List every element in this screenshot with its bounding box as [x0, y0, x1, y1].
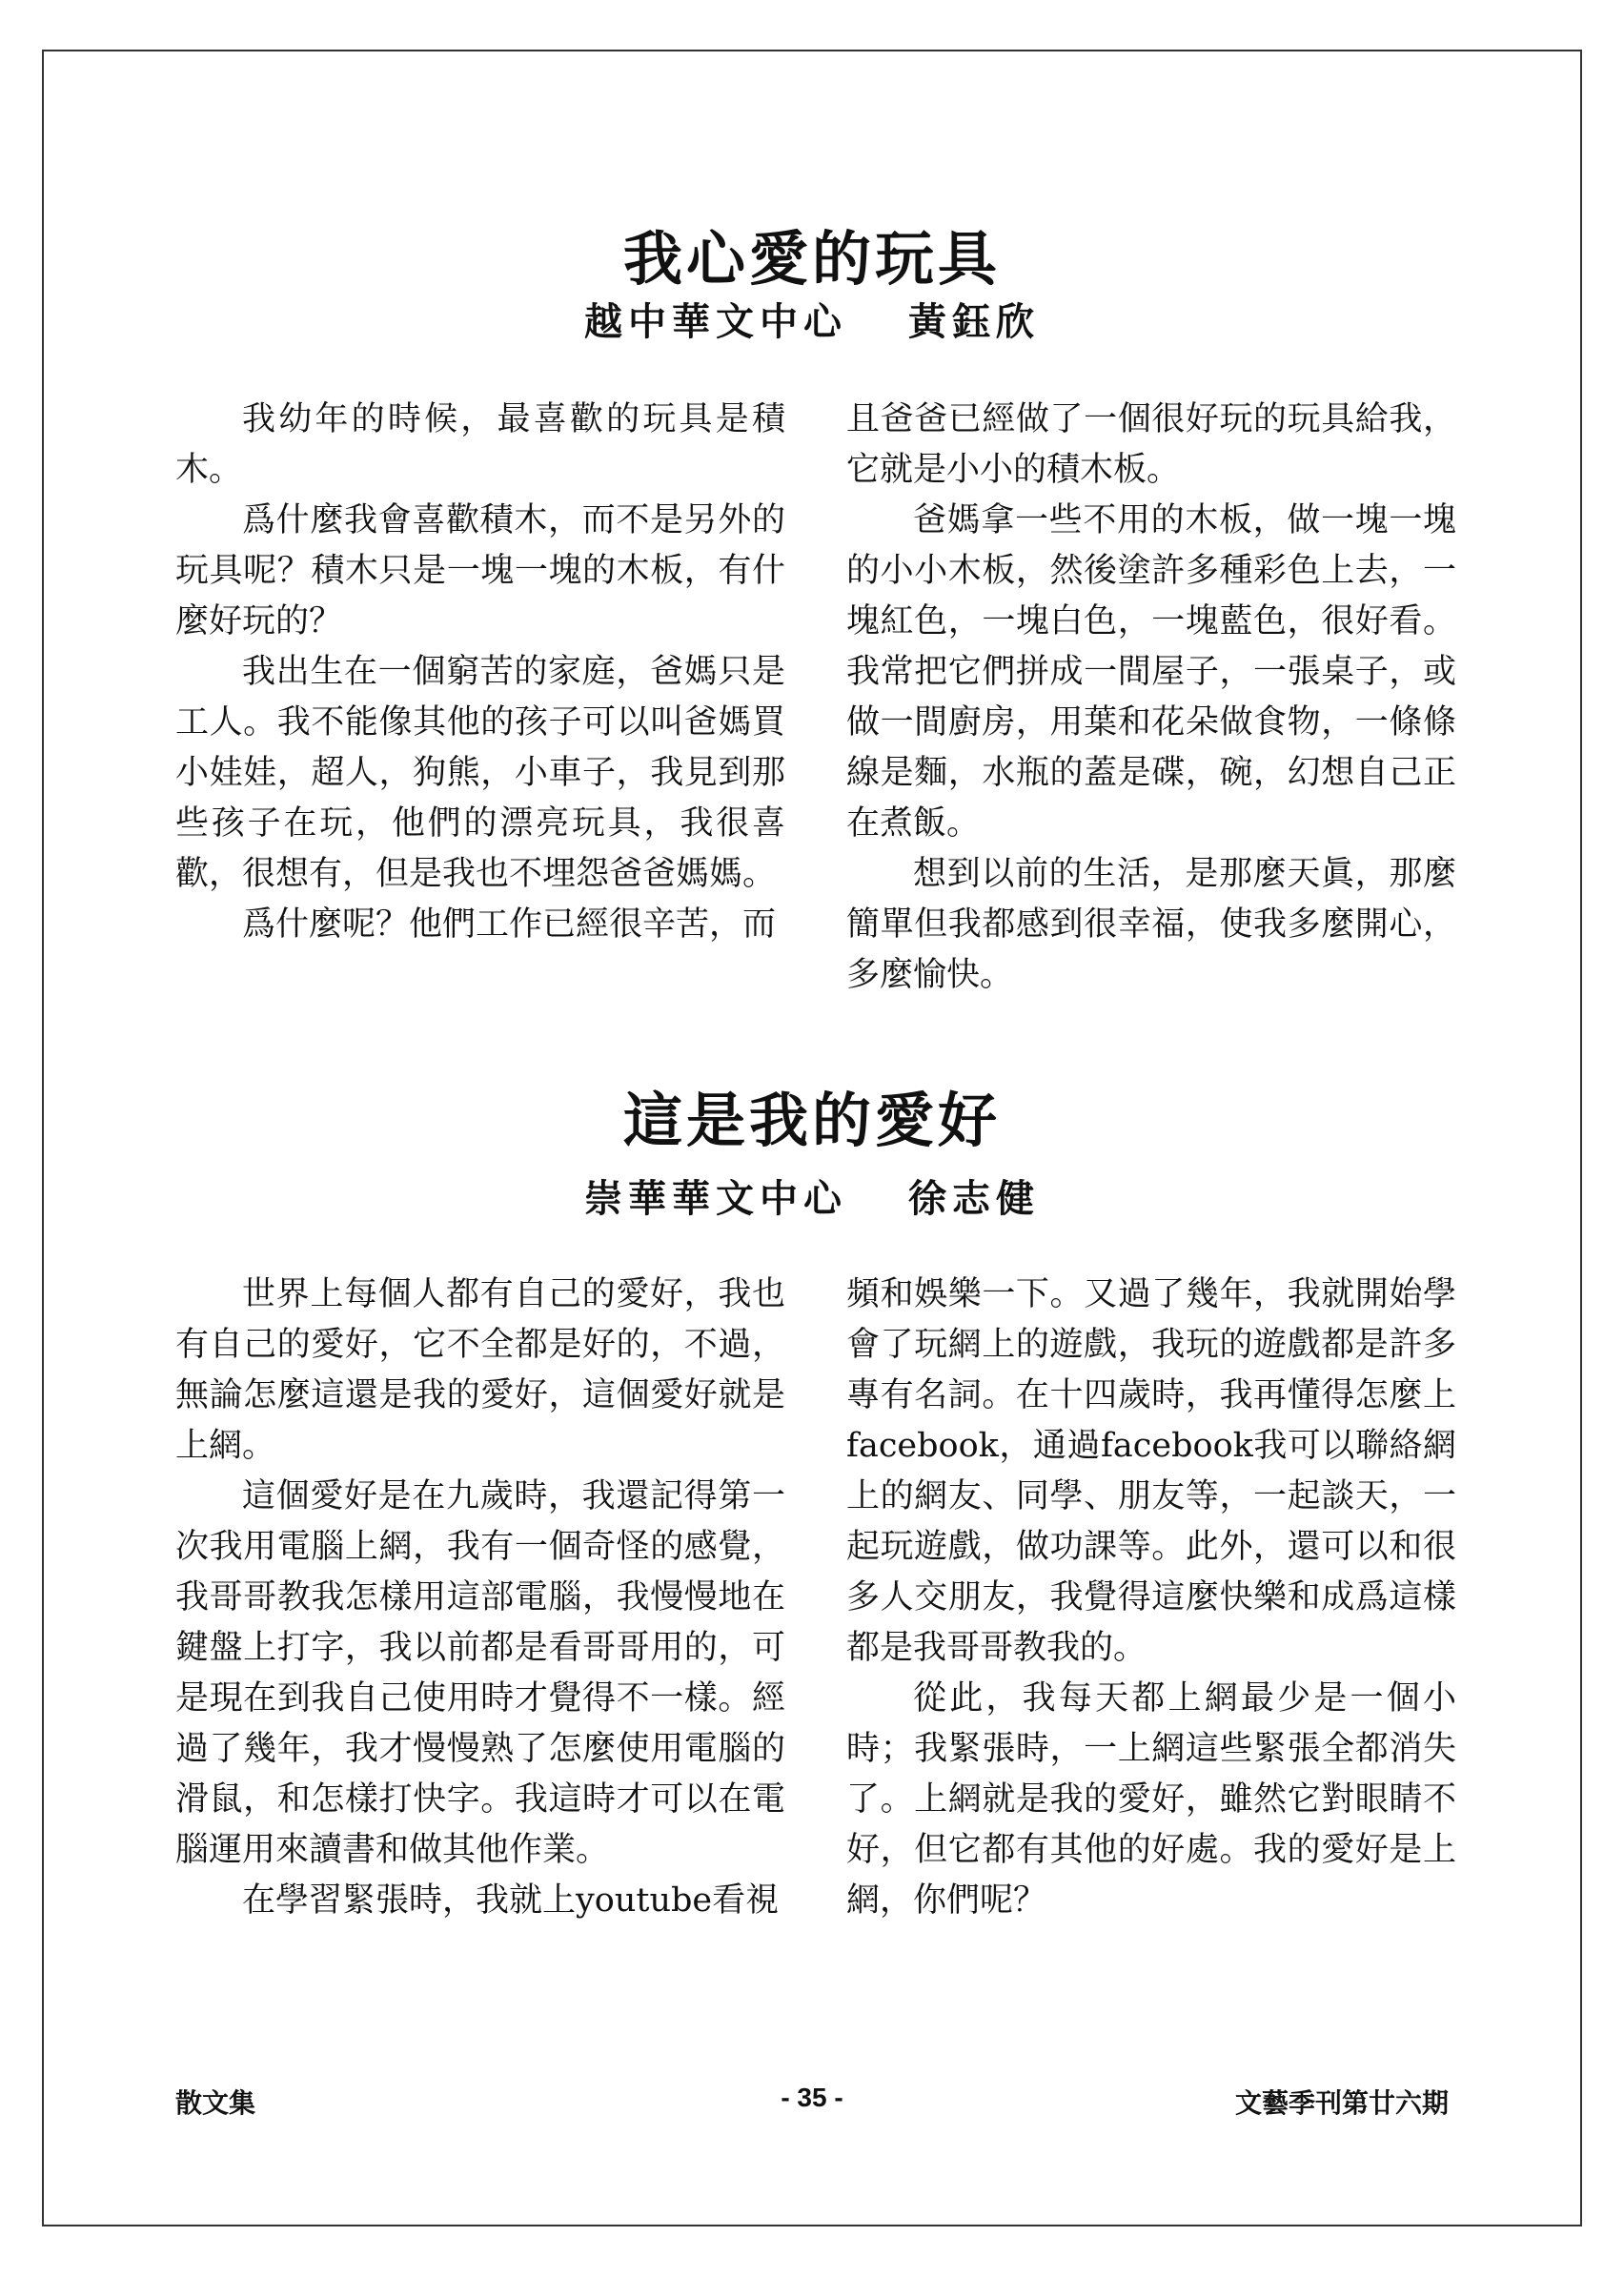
article-1-paragraph: 爸媽拿一些不用的木板，做一塊一塊的小小木板，然後塗許多種彩色上去，一塊紅色，一塊白色，一塊藍色，很好看。我常把它們拼成一間屋子，一張桌子，或做一間廚房，用葉和花朵做食物，一條條線是麵，水瓶的蓋是碟，碗，幻想自己正在煮飯。 — [846, 501, 1456, 843]
footer-page-number: - 35 - — [781, 2083, 843, 2112]
article-1-byline — [0, 292, 1624, 346]
article-1-center: 越中華文中心 — [584, 299, 847, 344]
article-1-paragraph: 我出生在一個窮苦的家庭，爸媽只是工人。我不能像其他的孩子可以叫爸媽買小娃娃，超人，狗熊，小車子，我見到那些孩子在玩，他們的漂亮玩具，我很喜歡，很想有，但是我也不埋怨爸爸媽媽。 — [175, 653, 785, 893]
article-2-title: 這是我的愛好 — [622, 1086, 1001, 1155]
footer-section: 散文集 — [175, 2088, 256, 2118]
article-2-right-column — [846, 1270, 1456, 1926]
article-2-center: 崇華華文中心 — [584, 1176, 847, 1221]
footer-publication: 文藝季刊第廿六期 — [1234, 2088, 1449, 2118]
article-1-title: 我心愛的玩具 — [622, 224, 1001, 294]
article-2-byline — [0, 1169, 1624, 1223]
article-2-paragraph: 從此，我每天都上網最少是一個小時；我緊張時，一上網這些緊張全都消失了。上網就是我的愛好，雖然它對眼睛不好，但它都有其他的好處。我的愛好是上網，你們呢？ — [846, 1679, 1456, 1920]
article-1-right-column — [846, 395, 1456, 1001]
article-2-paragraph: 這個愛好是在九歲時，我還記得第一次我用電腦上網，我有一個奇怪的感覺，我哥哥教我怎樣用這部電腦，我慢慢地在鍵盤上打字，我以前都是看哥哥用的，可是現在到我自己使用時才覺得不一樣。經過了幾年，我才慢慢熟了怎麼使用電腦的滑鼠，和怎樣打快字。我這時才可以在電腦運用來讀書和做其他作業。 — [175, 1477, 785, 1869]
article-2-left-column — [175, 1270, 785, 1926]
article-1-paragraph: 想到以前的生活，是那麼天眞，那麼簡單但我都感到很幸福，使我多麼開心，多麼愉快。 — [846, 855, 1456, 994]
article-2-paragraph-continued: 頻和娛樂一下。又過了幾年，我就開始學會了玩網上的遊戲，我玩的遊戲都是許多專有名詞。在十四歲時，我再懂得怎麼上facebook，通過facebook我可以聯絡網上的網友、同學、朋友等，一起談天，一起玩遊戲，做功課等。此外，還可以和很多人交朋友，我覺得這麼快樂和成爲這樣都是我哥哥教我的。 — [846, 1275, 1456, 1667]
article-1-paragraph: 爲什麼呢？他們工作已經很辛苦，而 — [242, 905, 777, 944]
article-2-paragraph: 在學習緊張時，我就上youtube看視 — [242, 1881, 780, 1920]
article-1-left-column — [175, 395, 785, 950]
article-2-paragraph: 世界上每個人都有自己的愛好，我也有自己的愛好，它不全都是好的，不過，無論怎麼這還是我的愛好，這個愛好就是上網。 — [175, 1275, 785, 1465]
article-1-author: 黃鈺欣 — [908, 299, 1040, 344]
article-2-author: 徐志健 — [908, 1176, 1040, 1221]
article-1-paragraph: 爲什麼我會喜歡積木，而不是另外的玩具呢？積木只是一塊一塊的木板，有什麼好玩的？ — [175, 501, 785, 640]
article-1-paragraph: 我幼年的時候，最喜歡的玩具是積木。 — [175, 400, 785, 489]
article-1-paragraph-continued: 且爸爸已經做了一個很好玩的玩具給我，它就是小小的積木板。 — [846, 400, 1456, 489]
